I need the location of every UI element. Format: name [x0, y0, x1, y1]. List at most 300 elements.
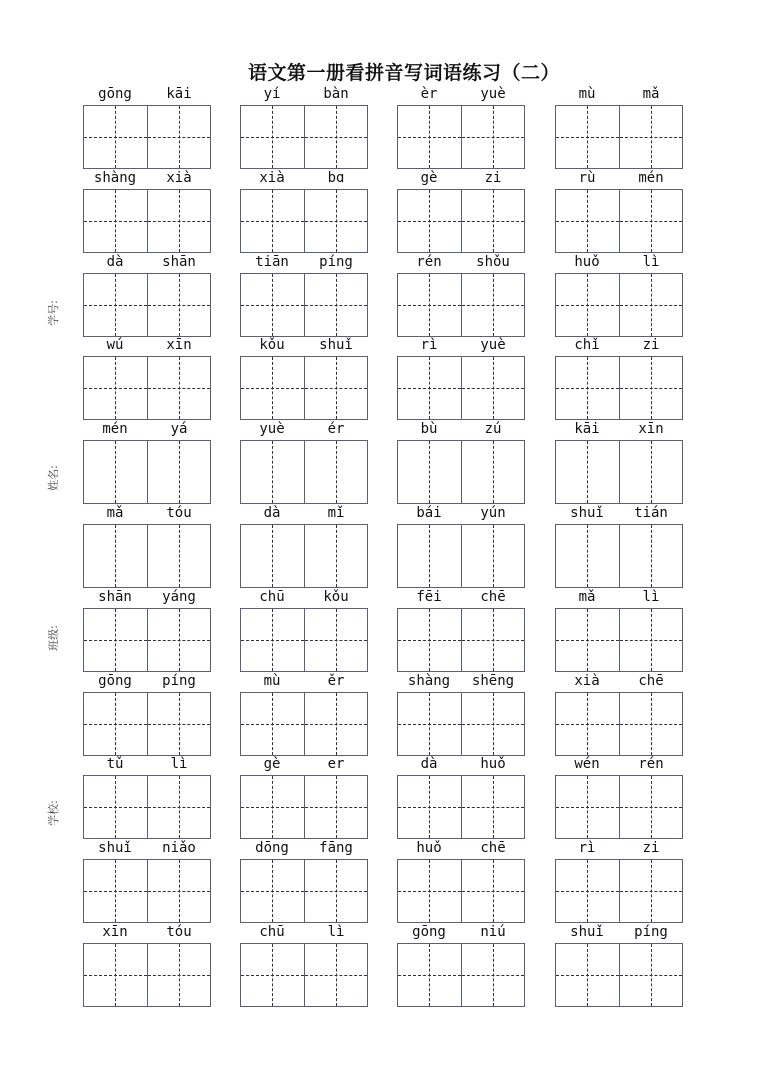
writing-box[interactable] — [555, 189, 683, 253]
character-square[interactable] — [461, 525, 525, 587]
character-square[interactable] — [147, 274, 211, 336]
character-square[interactable] — [398, 776, 461, 838]
pinyin-syllable: shàng — [407, 672, 451, 689]
character-square[interactable] — [619, 944, 683, 1006]
word-cell — [83, 838, 211, 922]
word-cell — [397, 252, 525, 336]
pinyin-row — [397, 335, 525, 355]
writing-box[interactable] — [83, 608, 211, 672]
writing-box[interactable] — [397, 356, 525, 420]
pinyin-syllable: xià — [259, 169, 285, 186]
writing-box[interactable] — [397, 189, 525, 253]
pinyin-syllable: shuǐ — [570, 924, 604, 940]
school-label: 学校: — [47, 800, 60, 826]
pinyin-row — [83, 922, 211, 942]
writing-box[interactable] — [397, 859, 525, 923]
pinyin-row — [83, 168, 211, 188]
character-square[interactable] — [147, 525, 211, 587]
writing-box[interactable] — [240, 608, 368, 672]
writing-box[interactable] — [555, 273, 683, 337]
pinyin-syllable: wú — [106, 337, 124, 354]
writing-box[interactable] — [555, 105, 683, 169]
pinyin-syllable: ér — [327, 421, 345, 438]
word-cell — [83, 671, 211, 755]
word-cell — [555, 419, 683, 503]
character-square[interactable] — [461, 190, 525, 252]
pinyin-syllable: píng — [319, 253, 353, 270]
word-cell — [397, 754, 525, 838]
pinyin-syllable: kāi — [574, 421, 600, 438]
character-square[interactable] — [147, 357, 211, 419]
class-label: 班级: — [47, 625, 60, 651]
character-square[interactable] — [619, 357, 683, 419]
character-square[interactable] — [619, 860, 683, 922]
pinyin-syllable: tián — [634, 505, 668, 521]
writing-box[interactable] — [240, 692, 368, 756]
character-square[interactable] — [619, 776, 683, 838]
character-square[interactable] — [147, 860, 211, 922]
character-square[interactable] — [304, 357, 368, 419]
pinyin-syllable: bàn — [323, 86, 349, 102]
pinyin-syllable: ěr — [327, 672, 345, 689]
pinyin-row — [240, 838, 368, 858]
character-square[interactable] — [241, 441, 304, 503]
pinyin-row — [83, 754, 211, 774]
character-square[interactable] — [461, 860, 525, 922]
character-square[interactable] — [398, 609, 461, 671]
word-cell — [83, 419, 211, 503]
pinyin-syllable: bù — [420, 421, 438, 438]
pinyin-row — [397, 587, 525, 607]
pinyin-syllable: dà — [106, 253, 124, 270]
pinyin-syllable: bái — [416, 505, 442, 521]
writing-box[interactable] — [240, 105, 368, 169]
writing-box[interactable] — [397, 524, 525, 588]
character-square[interactable] — [556, 693, 619, 755]
pinyin-syllable: mù — [263, 672, 281, 689]
pinyin-syllable: píng — [162, 672, 196, 689]
writing-box[interactable] — [397, 608, 525, 672]
word-cell — [555, 168, 683, 252]
pinyin-syllable: mǎ — [642, 86, 660, 102]
pinyin-syllable: yá — [170, 421, 188, 438]
writing-box[interactable] — [555, 692, 683, 756]
pinyin-row — [397, 671, 525, 691]
pinyin-row — [397, 754, 525, 774]
character-square[interactable] — [84, 190, 147, 252]
pinyin-syllable: zi — [642, 337, 660, 354]
character-square[interactable] — [461, 776, 525, 838]
pinyin-syllable: niǎo — [162, 840, 196, 857]
pinyin-syllable: shuǐ — [98, 840, 132, 857]
character-square[interactable] — [147, 944, 211, 1006]
word-cell — [83, 335, 211, 419]
pinyin-syllable: huǒ — [574, 253, 600, 270]
pinyin-syllable: lì — [642, 588, 660, 605]
writing-box[interactable] — [240, 524, 368, 588]
writing-box[interactable] — [83, 440, 211, 504]
pinyin-syllable: rén — [638, 756, 664, 773]
pinyin-syllable: chǐ — [574, 337, 600, 354]
pinyin-syllable: mén — [638, 169, 664, 186]
character-square[interactable] — [304, 776, 368, 838]
character-square[interactable] — [84, 693, 147, 755]
pinyin-syllable: tiān — [255, 253, 289, 270]
student-number-label: 学号: — [47, 300, 60, 326]
word-cell — [397, 84, 525, 168]
character-square[interactable] — [619, 274, 683, 336]
pinyin-syllable: tóu — [166, 505, 192, 521]
character-square[interactable] — [556, 190, 619, 252]
pinyin-row — [555, 168, 683, 188]
writing-box[interactable] — [83, 775, 211, 839]
pinyin-syllable: kǒu — [259, 337, 285, 354]
pinyin-syllable: mǐ — [327, 505, 345, 521]
character-square[interactable] — [619, 609, 683, 671]
pinyin-syllable: gōng — [412, 924, 446, 940]
character-square[interactable] — [84, 106, 147, 168]
page-title: 语文第一册看拼音写词语练习（二） — [247, 62, 560, 84]
word-cell — [397, 335, 525, 419]
character-square[interactable] — [147, 190, 211, 252]
word-cell — [240, 252, 368, 336]
pinyin-row — [83, 587, 211, 607]
word-cell — [83, 754, 211, 838]
writing-box[interactable] — [397, 943, 525, 1007]
character-square[interactable] — [619, 693, 683, 755]
pinyin-syllable: shuǐ — [319, 337, 353, 354]
character-square[interactable] — [619, 525, 683, 587]
pinyin-syllable: gè — [263, 756, 281, 773]
character-square[interactable] — [304, 441, 368, 503]
writing-box[interactable] — [83, 356, 211, 420]
pinyin-row — [240, 671, 368, 691]
word-cell — [555, 503, 683, 587]
character-square[interactable] — [398, 357, 461, 419]
writing-box[interactable] — [555, 524, 683, 588]
pinyin-row — [555, 838, 683, 858]
pinyin-row — [83, 84, 211, 104]
word-cell — [83, 922, 211, 1006]
word-cell — [240, 754, 368, 838]
pinyin-syllable: xīn — [102, 924, 128, 940]
word-cell — [83, 84, 211, 168]
character-square[interactable] — [304, 106, 368, 168]
character-square[interactable] — [398, 274, 461, 336]
pinyin-syllable: dà — [420, 756, 438, 773]
character-square[interactable] — [241, 776, 304, 838]
pinyin-syllable: lì — [327, 924, 345, 940]
character-square[interactable] — [556, 944, 619, 1006]
character-square[interactable] — [398, 441, 461, 503]
writing-box[interactable] — [83, 189, 211, 253]
pinyin-syllable: mǎ — [106, 505, 124, 521]
pinyin-row — [555, 754, 683, 774]
pinyin-row — [397, 838, 525, 858]
pinyin-syllable: mù — [578, 86, 596, 102]
character-square[interactable] — [147, 609, 211, 671]
character-square[interactable] — [461, 106, 525, 168]
character-square[interactable] — [147, 106, 211, 168]
pinyin-syllable: yuè — [259, 421, 285, 438]
pinyin-row — [240, 754, 368, 774]
pinyin-row — [83, 838, 211, 858]
pinyin-row — [240, 587, 368, 607]
character-square[interactable] — [461, 274, 525, 336]
pinyin-syllable: chū — [259, 588, 285, 605]
writing-box[interactable] — [240, 943, 368, 1007]
word-cell — [83, 587, 211, 671]
pinyin-syllable: tǔ — [106, 756, 124, 773]
pinyin-syllable: shàng — [93, 169, 137, 186]
pinyin-row — [397, 84, 525, 104]
character-square[interactable] — [84, 441, 147, 503]
writing-box[interactable] — [240, 440, 368, 504]
pinyin-syllable: yún — [480, 505, 506, 521]
word-cell — [397, 671, 525, 755]
pinyin-syllable: mǎ — [578, 588, 596, 605]
pinyin-row — [83, 419, 211, 439]
pinyin-syllable: chē — [638, 672, 664, 689]
word-cell — [240, 922, 368, 1006]
writing-box[interactable] — [240, 189, 368, 253]
character-square[interactable] — [556, 860, 619, 922]
character-square[interactable] — [556, 357, 619, 419]
pinyin-row — [555, 503, 683, 523]
word-cell — [555, 587, 683, 671]
character-square[interactable] — [304, 944, 368, 1006]
pinyin-row — [240, 84, 368, 104]
character-square[interactable] — [304, 860, 368, 922]
word-cell — [240, 335, 368, 419]
pinyin-syllable: niú — [480, 924, 506, 940]
character-square[interactable] — [556, 609, 619, 671]
word-cell — [240, 671, 368, 755]
character-square[interactable] — [556, 441, 619, 503]
pinyin-syllable: shuǐ — [570, 505, 604, 521]
writing-box[interactable] — [397, 775, 525, 839]
writing-box[interactable] — [555, 943, 683, 1007]
writing-box[interactable] — [83, 943, 211, 1007]
pinyin-syllable: yí — [263, 86, 281, 102]
character-square[interactable] — [461, 693, 525, 755]
character-square[interactable] — [398, 106, 461, 168]
character-square[interactable] — [241, 609, 304, 671]
character-square[interactable] — [241, 190, 304, 252]
pinyin-row — [240, 419, 368, 439]
writing-box[interactable] — [397, 440, 525, 504]
writing-box[interactable] — [555, 440, 683, 504]
pinyin-syllable: bɑ — [327, 169, 345, 186]
character-square[interactable] — [84, 525, 147, 587]
character-square[interactable] — [398, 190, 461, 252]
pinyin-row — [555, 922, 683, 942]
writing-box[interactable] — [240, 775, 368, 839]
pinyin-syllable: rì — [420, 337, 438, 354]
word-cell — [555, 84, 683, 168]
pinyin-row — [555, 671, 683, 691]
writing-box[interactable] — [240, 273, 368, 337]
pinyin-syllable: shēng — [471, 672, 515, 689]
writing-box[interactable] — [83, 273, 211, 337]
word-cell — [240, 419, 368, 503]
character-square[interactable] — [147, 693, 211, 755]
character-square[interactable] — [84, 944, 147, 1006]
pinyin-row — [555, 587, 683, 607]
character-square[interactable] — [241, 525, 304, 587]
character-square[interactable] — [556, 106, 619, 168]
pinyin-syllable: lì — [170, 756, 188, 773]
writing-box[interactable] — [555, 859, 683, 923]
name-label: 姓名: — [47, 465, 60, 491]
character-square[interactable] — [84, 609, 147, 671]
pinyin-syllable: shān — [162, 253, 196, 270]
pinyin-syllable: fāng — [319, 840, 353, 857]
pinyin-syllable: zi — [484, 169, 502, 186]
character-square[interactable] — [461, 609, 525, 671]
writing-box[interactable] — [83, 105, 211, 169]
character-square[interactable] — [461, 441, 525, 503]
writing-box[interactable] — [397, 273, 525, 337]
character-square[interactable] — [398, 860, 461, 922]
word-cell — [397, 922, 525, 1006]
character-square[interactable] — [304, 609, 368, 671]
character-square[interactable] — [619, 106, 683, 168]
pinyin-syllable: chē — [480, 840, 506, 857]
pinyin-row — [83, 335, 211, 355]
pinyin-row — [555, 335, 683, 355]
pinyin-syllable: kāi — [166, 86, 192, 102]
pinyin-syllable: xīn — [166, 337, 192, 354]
pinyin-syllable: huǒ — [480, 756, 506, 773]
character-square[interactable] — [241, 274, 304, 336]
pinyin-syllable: kǒu — [323, 588, 349, 605]
pinyin-row — [397, 168, 525, 188]
character-square[interactable] — [304, 693, 368, 755]
pinyin-row — [555, 84, 683, 104]
character-square[interactable] — [398, 693, 461, 755]
character-square[interactable] — [84, 274, 147, 336]
character-square[interactable] — [84, 776, 147, 838]
character-square[interactable] — [84, 357, 147, 419]
character-square[interactable] — [147, 776, 211, 838]
character-square[interactable] — [619, 441, 683, 503]
pinyin-syllable: chē — [480, 588, 506, 605]
word-cell — [397, 168, 525, 252]
character-square[interactable] — [241, 693, 304, 755]
word-cell — [83, 252, 211, 336]
pinyin-row — [240, 503, 368, 523]
pinyin-row — [397, 252, 525, 272]
character-square[interactable] — [398, 525, 461, 587]
character-square[interactable] — [241, 944, 304, 1006]
pinyin-syllable: yuè — [480, 86, 506, 102]
character-square[interactable] — [461, 944, 525, 1006]
writing-box[interactable] — [240, 356, 368, 420]
character-square[interactable] — [304, 190, 368, 252]
pinyin-syllable: wén — [574, 756, 600, 773]
pinyin-row — [397, 419, 525, 439]
pinyin-syllable: zi — [642, 840, 660, 857]
pinyin-row — [83, 252, 211, 272]
writing-box[interactable] — [555, 356, 683, 420]
pinyin-row — [240, 168, 368, 188]
word-cell — [555, 252, 683, 336]
writing-box[interactable] — [240, 859, 368, 923]
pinyin-row — [83, 671, 211, 691]
writing-box[interactable] — [83, 692, 211, 756]
word-cell — [555, 671, 683, 755]
pinyin-row — [240, 252, 368, 272]
pinyin-syllable: rù — [578, 169, 596, 186]
pinyin-syllable: zú — [484, 421, 502, 438]
pinyin-syllable: shān — [98, 588, 132, 605]
pinyin-syllable: chū — [259, 924, 285, 940]
character-square[interactable] — [84, 860, 147, 922]
character-square[interactable] — [556, 776, 619, 838]
character-square[interactable] — [304, 525, 368, 587]
pinyin-syllable: xià — [574, 672, 600, 689]
pinyin-row — [555, 252, 683, 272]
character-square[interactable] — [304, 274, 368, 336]
word-cell — [397, 838, 525, 922]
word-cell — [555, 838, 683, 922]
pinyin-syllable: huǒ — [416, 840, 442, 857]
writing-box[interactable] — [397, 105, 525, 169]
word-cell — [240, 168, 368, 252]
character-square[interactable] — [556, 525, 619, 587]
pinyin-syllable: tóu — [166, 924, 192, 940]
pinyin-row — [83, 503, 211, 523]
character-square[interactable] — [556, 274, 619, 336]
pinyin-row — [397, 922, 525, 942]
word-cell — [555, 754, 683, 838]
writing-box[interactable] — [83, 524, 211, 588]
pinyin-row — [555, 419, 683, 439]
pinyin-syllable: er — [327, 756, 345, 773]
character-square[interactable] — [461, 357, 525, 419]
pinyin-syllable: gōng — [98, 672, 132, 689]
pinyin-syllable: yáng — [162, 588, 196, 605]
pinyin-syllable: rì — [578, 840, 596, 857]
word-cell — [397, 419, 525, 503]
pinyin-syllable: dà — [263, 505, 281, 521]
pinyin-syllable: gōng — [98, 86, 132, 102]
pinyin-syllable: rén — [416, 253, 442, 270]
pinyin-syllable: xīn — [638, 421, 664, 438]
character-square[interactable] — [398, 944, 461, 1006]
word-cell — [83, 503, 211, 587]
pinyin-syllable: fēi — [416, 588, 442, 605]
pinyin-syllable: mén — [102, 421, 128, 438]
character-square[interactable] — [241, 106, 304, 168]
writing-box[interactable] — [83, 859, 211, 923]
pinyin-syllable: shǒu — [476, 253, 510, 270]
writing-box[interactable] — [555, 608, 683, 672]
writing-box[interactable] — [555, 775, 683, 839]
character-square[interactable] — [241, 860, 304, 922]
pinyin-syllable: xià — [166, 169, 192, 186]
character-square[interactable] — [147, 441, 211, 503]
character-square[interactable] — [619, 190, 683, 252]
word-cell — [240, 503, 368, 587]
character-square[interactable] — [241, 357, 304, 419]
word-cell — [240, 587, 368, 671]
pinyin-syllable: píng — [634, 924, 668, 940]
word-cell — [83, 168, 211, 252]
pinyin-row — [240, 335, 368, 355]
writing-box[interactable] — [397, 692, 525, 756]
